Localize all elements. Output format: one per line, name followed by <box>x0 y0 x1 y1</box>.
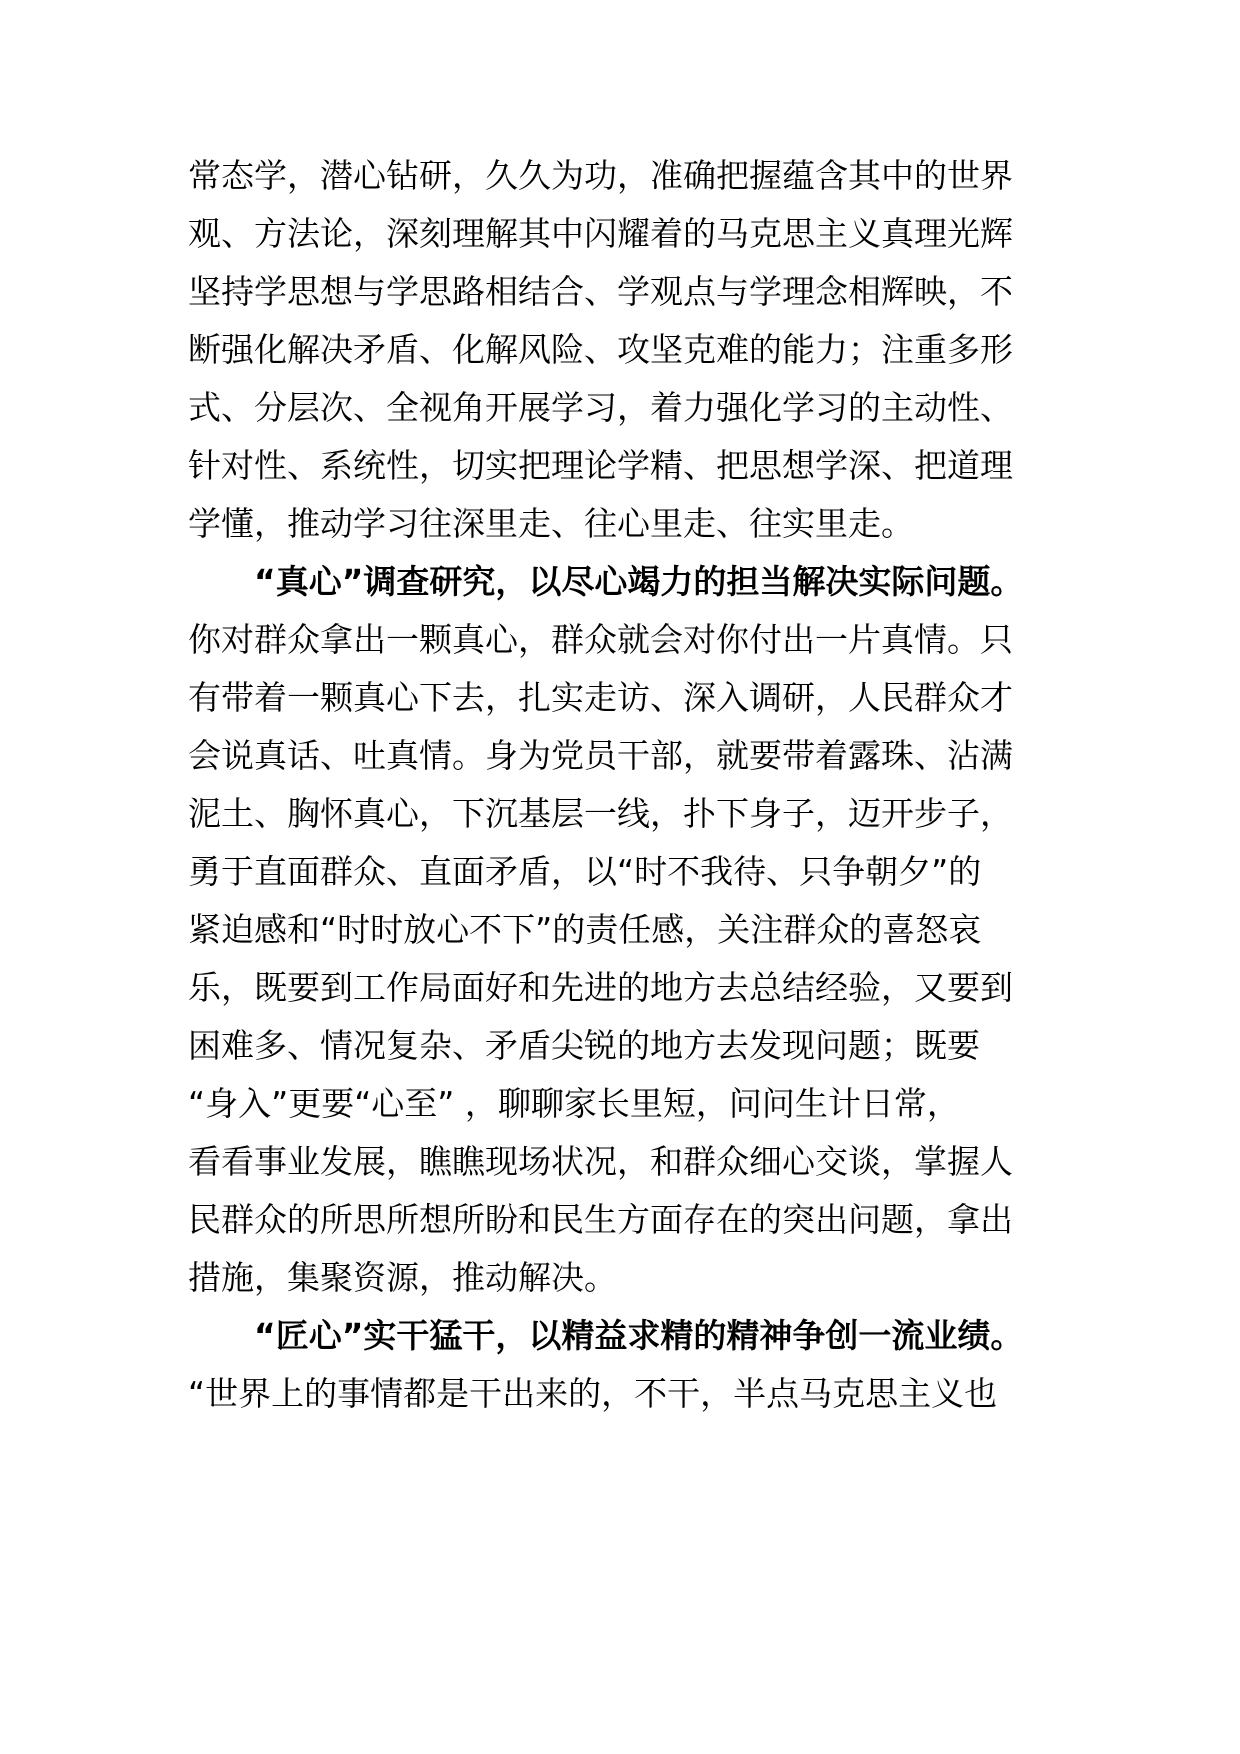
text-line: 紧迫感和“时时放心不下”的责任感，关注群众的喜怒哀 <box>188 910 982 949</box>
text-line: 观、方法论，深刻理解其中闪耀着的马克思主义真理光辉 <box>188 214 1013 253</box>
text-line: 勇于直面群众、直面矛盾，以“时不我待、只争朝夕”的 <box>188 852 982 891</box>
text-line: 有带着一颗真心下去，扎实走访、深入调研，人民群众才 <box>188 678 1013 717</box>
text-line: 坚持学思想与学思路相结合、学观点与学理念相辉映，不 <box>188 272 1013 311</box>
text-line: “身入”更要“心至” ，聊聊家长里短，问问生计日常， <box>188 1084 960 1123</box>
section-heading: “匠心”实干猛干，以精益求精的精神争创一流业绩。 <box>188 1316 1024 1355</box>
text-line: 民群众的所思所想所盼和民生方面存在的突出问题，拿出 <box>188 1200 1013 1239</box>
text-line: 会说真话、吐真情。身为党员干部，就要带着露珠、沾满 <box>188 736 1013 775</box>
text-line: 泥土、胸怀真心，下沉基层一线，扑下身子，迈开步子， <box>188 794 1013 833</box>
text-line: 常态学，潜心钻研，久久为功，准确把握蕴含其中的世界 <box>188 156 1013 195</box>
section-heading: “真心”调查研究，以尽心竭力的担当解决实际问题。 <box>188 562 1024 601</box>
text-line: 式、分层次、全视角开展学习，着力强化学习的主动性、 <box>188 388 1013 427</box>
text-line: 看看事业发展，瞧瞧现场状况，和群众细心交谈，掌握人 <box>188 1142 1013 1181</box>
text-line: 乐，既要到工作局面好和先进的地方去总结经验，又要到 <box>188 968 1013 1007</box>
text-line: 措施，集聚资源，推动解决。 <box>188 1258 617 1297</box>
text-line: 断强化解决矛盾、化解风险、攻坚克难的能力；注重多形 <box>188 330 1013 369</box>
text-line: 困难多、情况复杂、矛盾尖锐的地方去发现问题；既要 <box>188 1026 980 1065</box>
text-line: 针对性、系统性，切实把理论学精、把思想学深、把道理 <box>188 446 1013 485</box>
text-line: “世界上的事情都是干出来的，不干，半点马克思主义也 <box>188 1374 998 1413</box>
text-line: 学懂，推动学习往深里走、往心里走、往实里走。 <box>188 504 914 543</box>
text-line: 你对群众拿出一颗真心，群众就会对你付出一片真情。只 <box>188 620 1013 659</box>
